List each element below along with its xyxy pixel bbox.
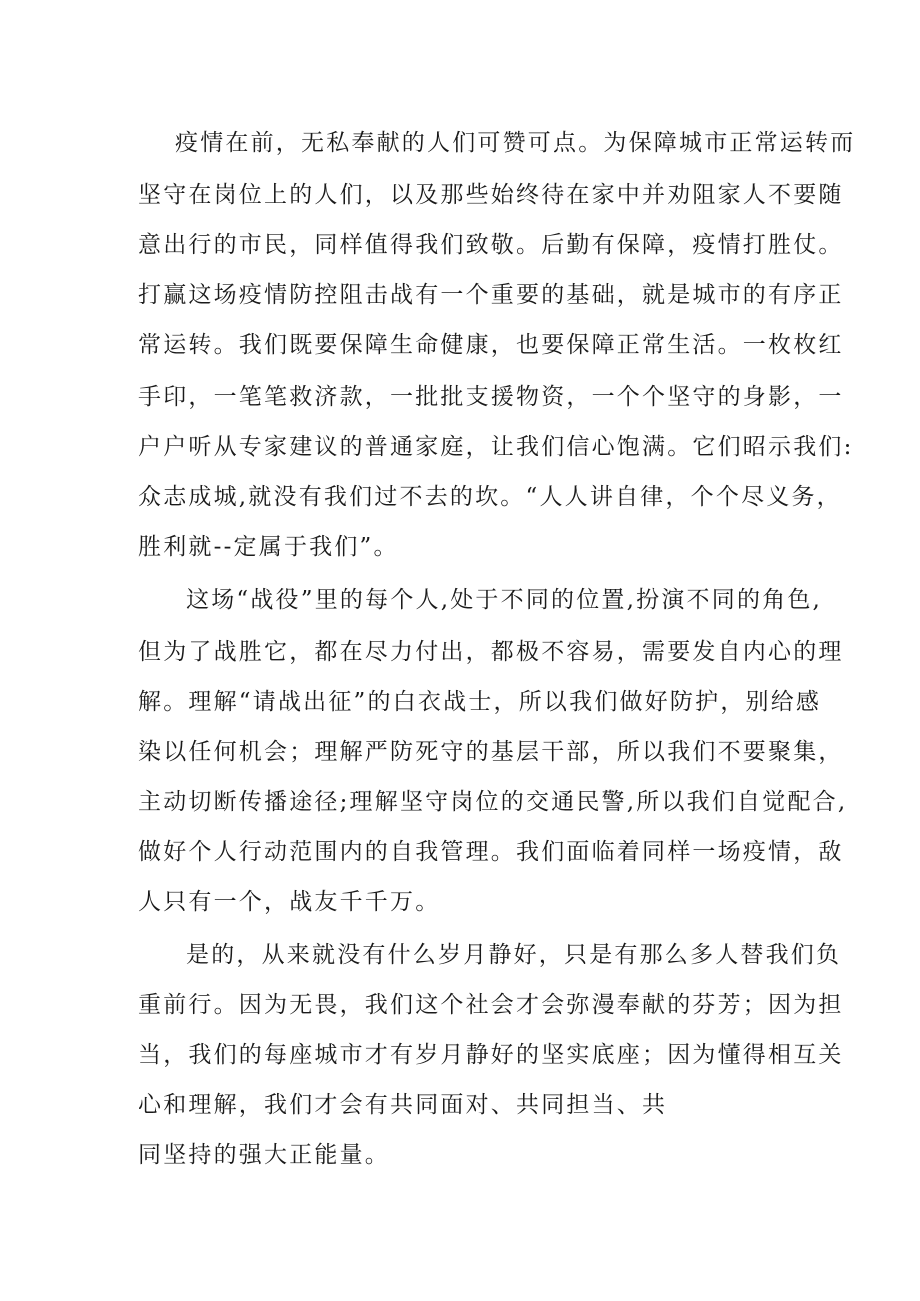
text-line: 意出行的市民，同样值得我们致敬。后勤有保障，疫情打胜仗。 <box>138 232 844 258</box>
text-line: 这场“战役”里的每个人,处于不同的位置,扮演不同的角色, <box>186 587 823 613</box>
text-line: 众志成城,就没有我们过不去的坎。“人人讲自律，个个尽义务， <box>138 484 842 510</box>
text-line: 当，我们的每座城市才有岁月静好的坚实底座；因为懂得相互关 <box>138 1042 844 1068</box>
text-line: 坚守在岗位上的人们，以及那些始终待在家中并劝阻家人不要随 <box>138 182 844 208</box>
text-line: 常运转。我们既要保障生命健康，也要保障正常生活。一枚枚红 <box>138 332 844 358</box>
text-line: 疫情在前，无私奉献的人们可赞可点。为保障城市正常运转而 <box>175 130 856 156</box>
text-line: 手印，一笔笔救济款，一批批支援物资，一个个坚守的身影，一 <box>138 384 844 410</box>
text-line: 是的，从来就没有什么岁月静好，只是有那么多人替我们负 <box>186 942 842 968</box>
text-line: 胜利就--定属于我们”。 <box>138 534 399 560</box>
text-line: 做好个人行动范围内的自我管理。我们面临着同样一场疫情，敌 <box>138 839 844 865</box>
text-line: 主动切断传播途径;理解坚守岗位的交通民警,所以我们自觉配合, <box>138 789 848 815</box>
text-line: 但为了战胜它，都在尽力付出，都极不容易，需要发自内心的理 <box>138 639 844 665</box>
text-line: 解。理解“请战出征”的白衣战士，所以我们做好防护，别给感 <box>138 689 822 715</box>
text-line: 同坚持的强大正能量。 <box>138 1142 390 1168</box>
text-line: 染以任何机会；理解严防死守的基层干部，所以我们不要聚集， <box>138 739 844 765</box>
text-line: 重前行。因为无畏，我们这个社会才会弥漫奉献的芬芳；因为担 <box>138 992 844 1018</box>
text-line: 户户听从专家建议的普通家庭，让我们信心饱满。它们昭示我们: <box>138 434 854 460</box>
text-line: 心和理解，我们才会有共同面对、共同担当、共 <box>138 1092 668 1118</box>
text-line: 人只有一个，战友千千万。 <box>138 889 441 915</box>
text-line: 打赢这场疫情防控阻击战有一个重要的基础，就是城市的有序正 <box>138 282 844 308</box>
